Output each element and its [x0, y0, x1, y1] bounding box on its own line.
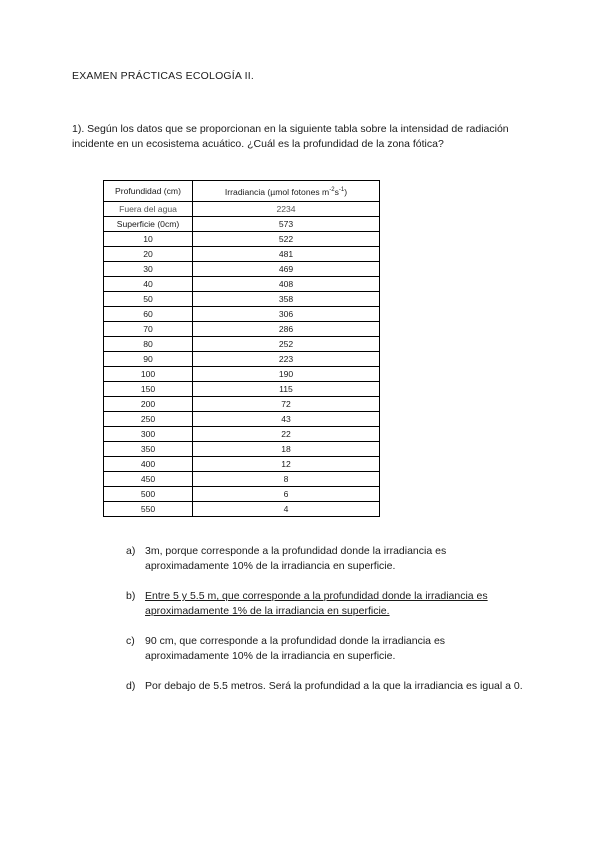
table-row [104, 487, 380, 502]
cell-irradiance: 18 [193, 442, 380, 457]
header-irradiance-prefix: Irradiancia (µmol fotones m [224, 186, 330, 197]
table-row [104, 397, 380, 412]
irradiance-table [103, 180, 380, 517]
answer-options [126, 544, 526, 709]
table-body [104, 202, 380, 517]
cell-depth: 70 [104, 322, 193, 337]
table-row [104, 262, 380, 277]
cell-depth: 80 [104, 337, 193, 352]
cell-irradiance: 408 [193, 277, 380, 292]
table-row [104, 352, 380, 367]
table-row [104, 457, 380, 472]
cell-irradiance: 286 [193, 322, 380, 337]
cell-irradiance: 6 [193, 487, 380, 502]
cell-depth: Superficie (0cm) [104, 217, 193, 232]
option-b [126, 589, 526, 619]
cell-irradiance: 190 [193, 367, 380, 382]
header-irradiance [193, 181, 380, 202]
cell-irradiance: 306 [193, 307, 380, 322]
cell-depth: 300 [104, 427, 193, 442]
cell-depth: 450 [104, 472, 193, 487]
cell-depth: 250 [104, 412, 193, 427]
option-text: 3m, porque corresponde a la profundidad donde la irradiancia es aproximadamente 10% de la irradiancia en superficie. [145, 545, 447, 572]
table-row [104, 202, 380, 217]
cell-depth: 90 [104, 352, 193, 367]
table-row [104, 322, 380, 337]
cell-irradiance: 4 [193, 502, 380, 517]
cell-depth: 200 [104, 397, 193, 412]
table-row [104, 442, 380, 457]
table-row [104, 382, 380, 397]
cell-irradiance: 573 [193, 217, 380, 232]
cell-depth: 40 [104, 277, 193, 292]
cell-depth: 400 [104, 457, 193, 472]
table-row [104, 502, 380, 517]
cell-depth: 550 [104, 502, 193, 517]
table-row [104, 367, 380, 382]
option-c [126, 634, 526, 664]
option-d [126, 679, 526, 694]
cell-depth: 500 [104, 487, 193, 502]
table-row [104, 412, 380, 427]
table-row [104, 292, 380, 307]
cell-depth: 30 [104, 262, 193, 277]
question-block [72, 122, 532, 152]
header-depth: Profundidad (cm) [104, 181, 193, 202]
header-irradiance-suffix: ) [344, 186, 348, 197]
cell-irradiance: 252 [193, 337, 380, 352]
cell-irradiance: 72 [193, 397, 380, 412]
header-unit-exp2: -1 [338, 187, 345, 194]
table-row [104, 232, 380, 247]
cell-irradiance: 522 [193, 232, 380, 247]
table-row [104, 277, 380, 292]
page-title: EXAMEN PRÁCTICAS ECOLOGÍA II. [72, 70, 255, 82]
cell-irradiance: 12 [193, 457, 380, 472]
table-header-row [104, 181, 380, 202]
cell-depth: 60 [104, 307, 193, 322]
table-row [104, 472, 380, 487]
cell-irradiance: 358 [193, 292, 380, 307]
option-a [126, 544, 526, 574]
cell-depth: 350 [104, 442, 193, 457]
cell-irradiance: 223 [193, 352, 380, 367]
cell-depth: 20 [104, 247, 193, 262]
header-unit-mid: s [334, 186, 339, 197]
header-unit-exp1: -2 [329, 187, 335, 194]
cell-irradiance: 2234 [193, 202, 380, 217]
option-letter: c) [126, 635, 135, 647]
option-letter: d) [126, 680, 136, 692]
question-text: 1). Según los datos que se proporcionan en la siguiente tabla sobre la intensidad de radiación incidente en un ecosistema acuático. ¿Cuál es la profundidad de la zona fótica? [72, 123, 509, 150]
cell-irradiance: 8 [193, 472, 380, 487]
cell-irradiance: 43 [193, 412, 380, 427]
cell-irradiance: 469 [193, 262, 380, 277]
table-row [104, 247, 380, 262]
cell-irradiance: 22 [193, 427, 380, 442]
cell-depth: 150 [104, 382, 193, 397]
option-text: Entre 5 y 5.5 m, que corresponde a la profundidad donde la irradiancia es aproximadamente 1% de la irradiancia en superficie. [145, 590, 488, 617]
cell-irradiance: 481 [193, 247, 380, 262]
cell-depth: 50 [104, 292, 193, 307]
cell-irradiance: 115 [193, 382, 380, 397]
option-text: 90 cm, que corresponde a la profundidad donde la irradiancia es aproximadamente 10% de la irradiancia en superficie. [145, 635, 446, 662]
table-row [104, 217, 380, 232]
cell-depth: 100 [104, 367, 193, 382]
option-text: Por debajo de 5.5 metros. Será la profundidad a la que la irradiancia es igual a 0. [145, 680, 523, 692]
option-letter: a) [126, 545, 136, 557]
option-letter: b) [126, 590, 136, 602]
table-row [104, 337, 380, 352]
cell-depth: 10 [104, 232, 193, 247]
table-row [104, 427, 380, 442]
cell-depth: Fuera del agua [104, 202, 193, 217]
table-row [104, 307, 380, 322]
